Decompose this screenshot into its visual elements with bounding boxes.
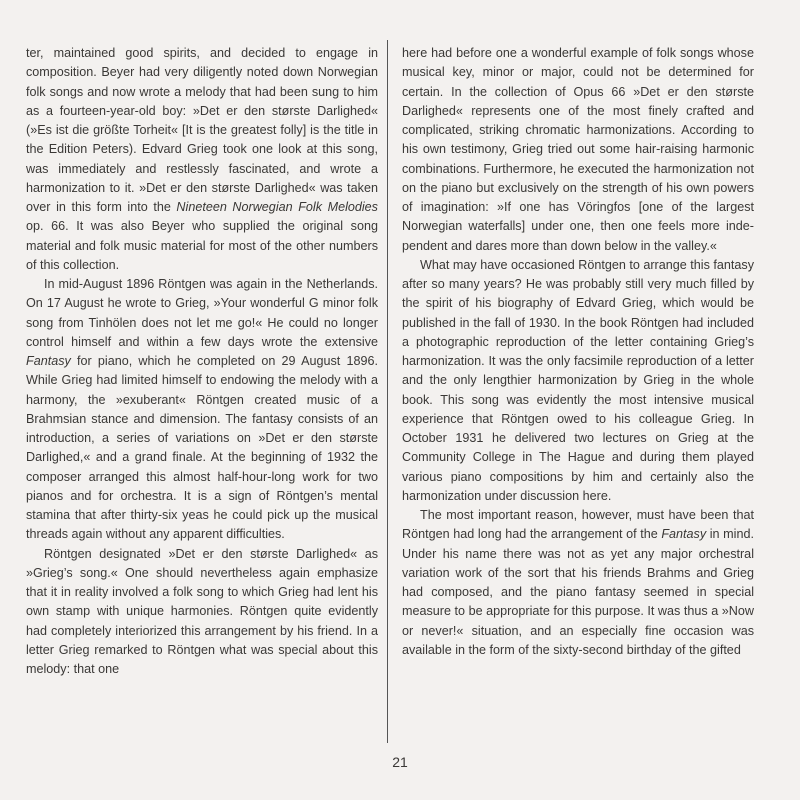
paragraph-text: ter, maintained good spirits, and decided to engage in composition. Beyer had very diligently noted down Norwegian folk songs and now wrote a melody that had been sung to him as a fourteen-year-old boy: »Det er den største Darlighed« (»Es ist die größte Torheit« [It is the greatest folly] is the title in the Edition Peters). Edvard Grieg took one look at this song, was immediately and restlessly fascinated, and wrote a harmonization to it. »Det er den største Darlighed« was taken over in this form into the: [26, 46, 378, 214]
paragraph: [402, 44, 754, 256]
italic-title-text: Nineteen Norwegian Folk Melodies: [176, 200, 378, 214]
page-number: 21: [392, 754, 408, 770]
left-text-column: [26, 44, 378, 679]
right-text-column: [402, 44, 754, 660]
paragraph-text: Röntgen designated »Det er den største Darlighed« as »Grieg’s song.« One should nevertheless again emphasize that it in reality involved a folk song to which Grieg had lent his own stamp with unique harmonies. Röntgen quite evidently had completely interiorized this arrangement by his friend. In a letter Grieg remarked to Röntgen what was special about this melody: that one: [26, 546, 378, 676]
paragraph: [26, 44, 378, 275]
italic-title-text: Fantasy: [26, 354, 71, 368]
paragraph-text: The most important reason, however, must have been that Röntgen had long had the arrangement of the: [402, 508, 754, 542]
paragraph-text: in mind. Under his name there was not as yet any major orchestral variation work of the sort that his friends Brahms and Grieg had composed, and the piano fantasy seemed in special measure to be appropriate for this purpose. It was thus a »Now or never!« situation, and an especially fine occasion was available in the form of the sixty-second birthday of the gifted: [402, 527, 754, 657]
paragraph-text: What may have occasioned Röntgen to arrange this fantasy after so many years? He was probably still very much filled by the spirit of his biography of Edvard Grieg, which would be published in the fall of 1930. In the book Röntgen had included a photographic reproduction of the letter containing Grieg’s harmonization. It was the only facsimile reproduction of a letter and the only lengthier harmonization by Grieg in the whole book. This song was evidently the most intensive musical experience that Röntgen owed to his colleague Grieg. In October 1931 he delivered two lectures on Grieg at the Community College in The Hague and during them played various piano compositions by him and certainly also the harmonization under discussion here.: [402, 257, 754, 503]
paragraph-text: op. 66. It was also Beyer who supplied the original song material and folk music material for most of the other numbers of this collection.: [26, 219, 378, 272]
column-divider: [387, 40, 388, 743]
paragraph-text: for piano, which he completed on 29 August 1896. While Grieg had limited himself to endowing the melody with a harmony, the »exuberant« Röntgen created music of a Brahmsian stance and dimension. The fantasy consists of an introduction, a series of variations on »Det er den største Darlighed,« and a grand finale. At the beginning of 1932 the composer arranged this almost half-hour-long work for two pianos and for orchestra. It is a sign of Röntgen’s mental stamina that after thirty-six yeas he could pick up the musical threads again without any apparent difficulties.: [26, 354, 378, 542]
paragraph-text: here had before one a wonderful example of folk songs whose musical key, minor or major, could not be determined for certain. In the collection of Opus 66 »Det er den største Darlighed« represents one of the most finely crafted and complicated, striking chromatic harmonizations. According to his own testimony, Grieg tried out some hair-raising harmonic combinations. Furthermore, he executed the harmonization not on the piano but exclusively on the strength of his own powers of imagination: »If one has Vöringfos [one of the largest Norwegian waterfalls] under one, then one feels more independent and dares more than down below in the valley.«: [402, 46, 754, 253]
paragraph: [402, 506, 754, 660]
italic-title-text: Fantasy: [661, 527, 707, 542]
paragraph-text: In mid-August 1896 Röntgen was again in the Netherlands. On 17 August he wrote to Grieg, »Your wonderful G minor folk song from Tinhölen does not let me go!« He could no longer control himself and within a few days wrote the extensive: [26, 277, 378, 349]
paragraph: [26, 275, 378, 545]
paragraph: [402, 256, 754, 506]
paragraph: [26, 545, 378, 680]
